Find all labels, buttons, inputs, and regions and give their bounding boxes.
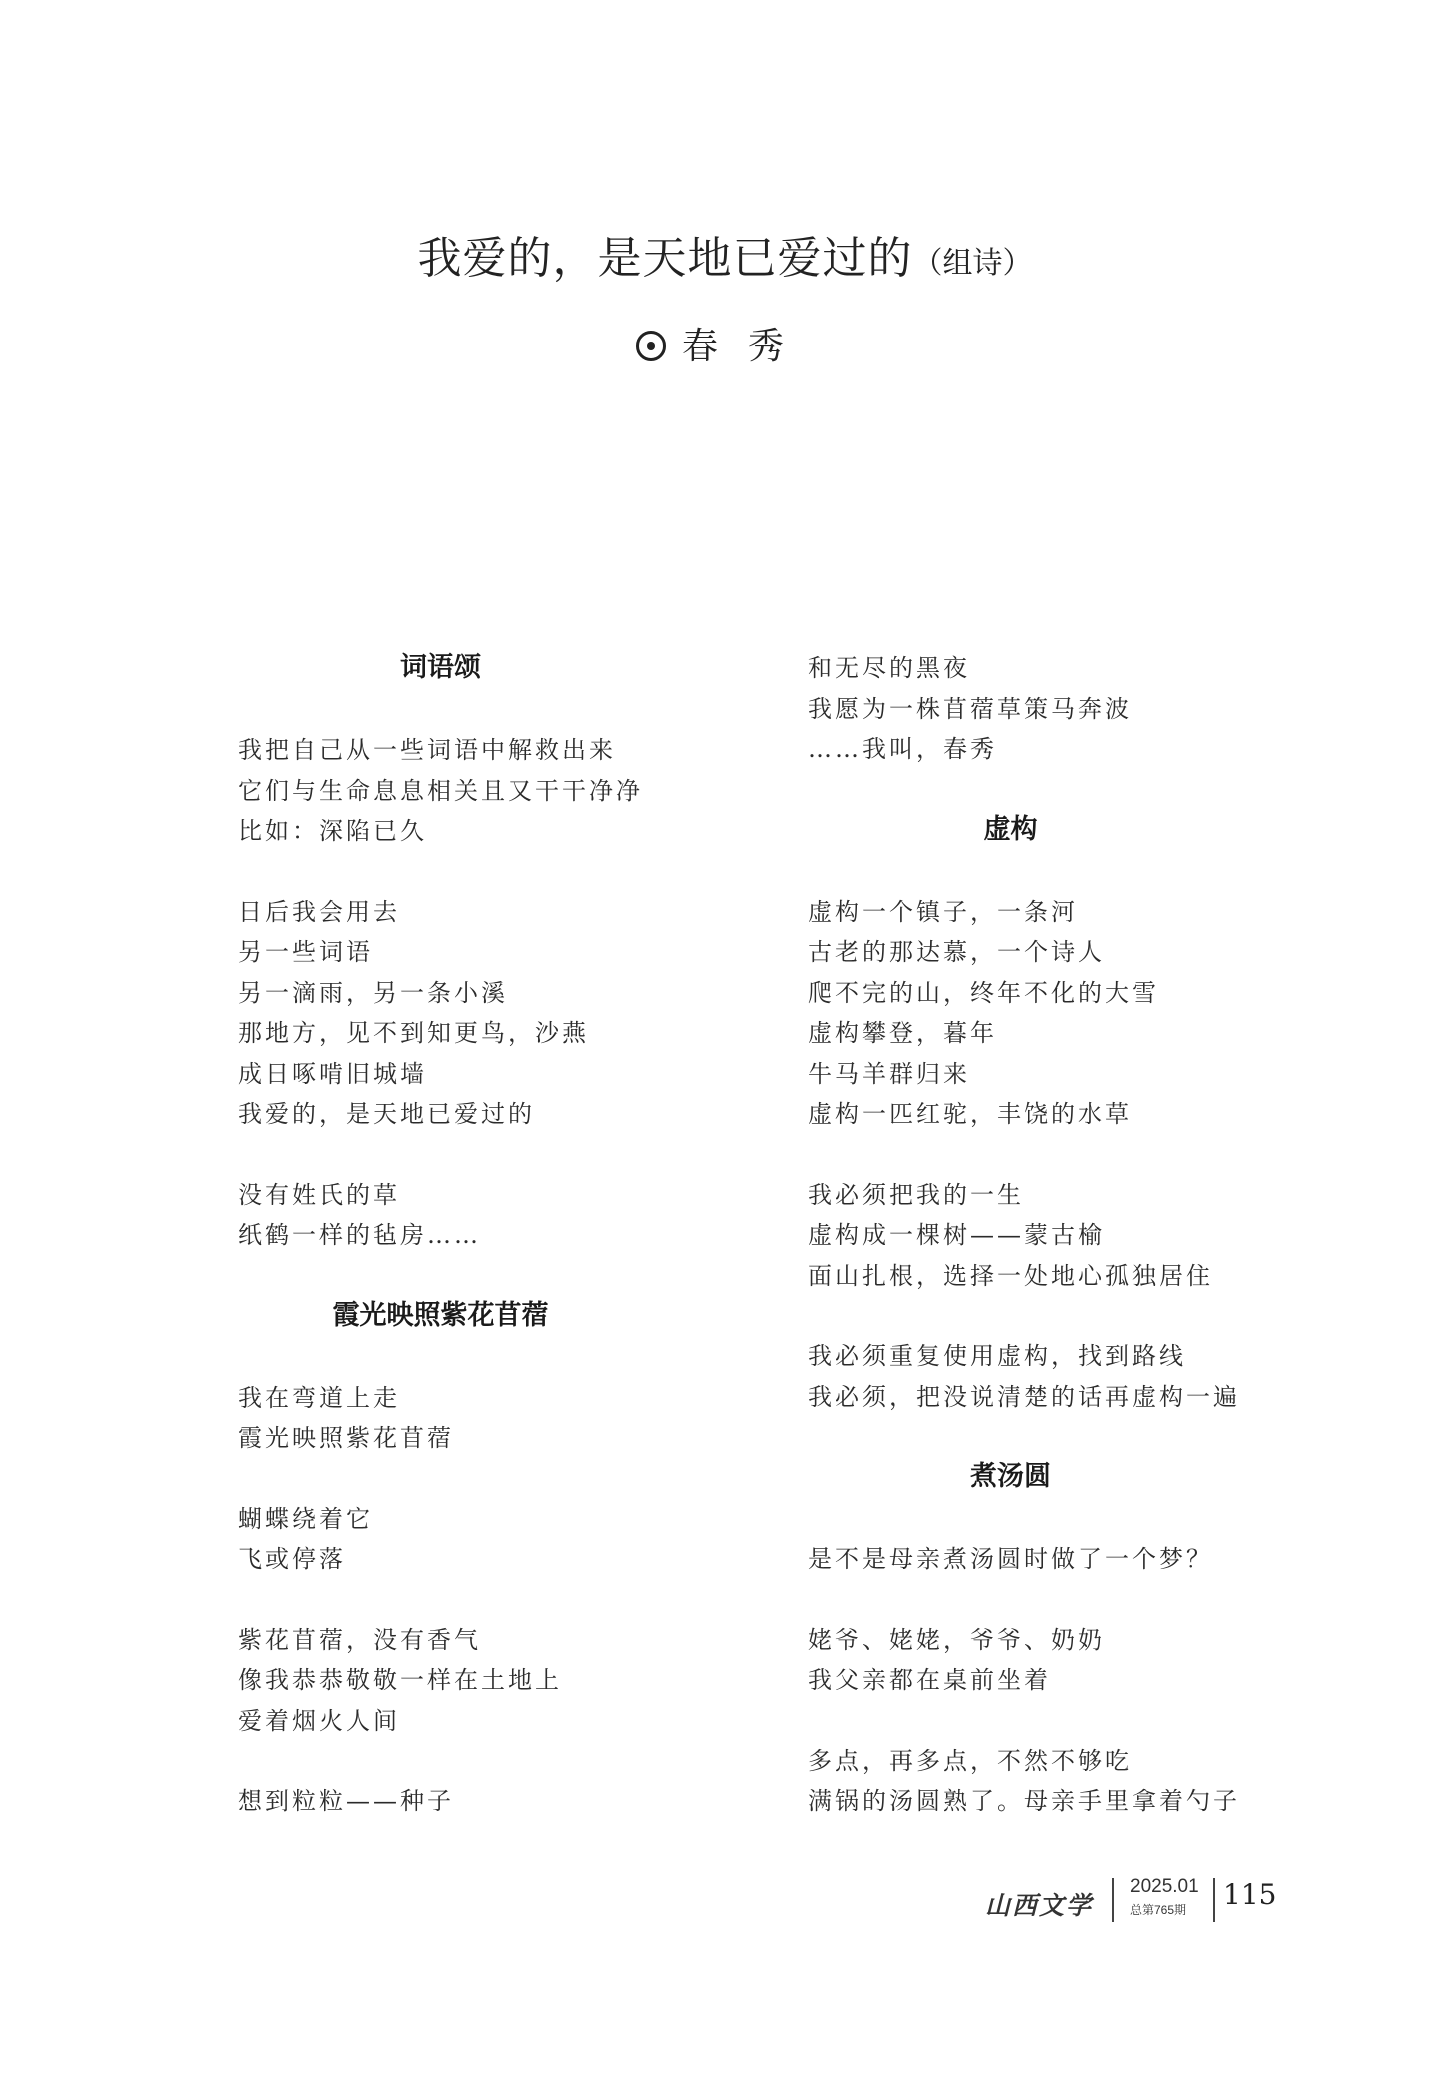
- journal-logo: 山西文学: [985, 1891, 1094, 1920]
- stanza: [238, 730, 758, 852]
- footer-divider: [1213, 1878, 1215, 1922]
- poem-line: 满锅的汤圆熟了。母亲手里拿着勺子: [808, 1787, 1240, 1815]
- poem-line: 我爱的，是天地已爱过的: [238, 1100, 535, 1128]
- poem-title: 虚构: [983, 813, 1038, 845]
- left-column: [238, 648, 758, 1862]
- poem-line: 另一滴雨，另一条小溪: [238, 978, 508, 1007]
- poem-title: 霞光映照紫花苜蓿: [332, 1299, 549, 1331]
- issue-total: 总第765期: [1130, 1903, 1187, 1917]
- poem: [238, 648, 758, 1256]
- poem-line: 它们与生命息息相关且又干干净净: [238, 776, 643, 805]
- poem-line: 我必须，把没说清楚的话再虚构一遍: [808, 1382, 1240, 1411]
- poem-collection-title: [0, 222, 1450, 286]
- poem-line: 霞光映照紫花苜蓿: [238, 1424, 454, 1452]
- poem-line: 牛马羊群归来: [808, 1059, 970, 1088]
- main-title: 我爱的，是天地已爱过的: [417, 233, 913, 284]
- poem-line: 虚构一个镇子，一条河: [808, 897, 1078, 926]
- poem-line: 是不是母亲煮汤圆时做了一个梦？: [808, 1545, 1213, 1573]
- continuation-stanza: [808, 648, 1368, 770]
- page-number: 115: [1223, 1878, 1277, 1911]
- stanza: [808, 1175, 1368, 1297]
- poem-line: 飞或停落: [238, 1545, 346, 1573]
- poem-title: 煮汤圆: [970, 1461, 1051, 1492]
- page-footer: [985, 1876, 1405, 1936]
- poem-line: 我把自己从一些词语中解救出来: [238, 736, 616, 764]
- footer-divider: [1112, 1878, 1114, 1922]
- poem: [808, 810, 1368, 1418]
- poem-line: 纸鹤一样的毡房……: [238, 1221, 481, 1249]
- poem-line: 比如：深陷已久: [238, 817, 427, 845]
- poem-line: 没有姓氏的草: [238, 1180, 400, 1209]
- stanza: [238, 1781, 758, 1822]
- poem-line: 姥爷、姥姥，爷爷、奶奶: [808, 1625, 1105, 1654]
- poem-line: 虚构一匹红驼，丰饶的水草: [808, 1100, 1132, 1128]
- poem: [238, 1296, 758, 1822]
- poem-line: 日后我会用去: [238, 897, 400, 926]
- poem-line: 我在弯道上走: [238, 1383, 400, 1412]
- stanza: [808, 1620, 1368, 1701]
- issue-date: 2025.01: [1130, 1876, 1199, 1897]
- poem-title: 词语颂: [400, 652, 481, 683]
- poem: [808, 1457, 1368, 1822]
- poem-line: 紫花苜蓿，没有香气: [238, 1625, 481, 1654]
- stanza: [808, 1741, 1368, 1822]
- stanza: [238, 1499, 758, 1580]
- poem-line: 面山扎根，选择一处地心孤独居住: [808, 1261, 1213, 1290]
- poem-line: 另一些词语: [238, 938, 373, 966]
- poem-line: 我必须把我的一生: [808, 1180, 1024, 1209]
- stanza: [238, 892, 758, 1135]
- poem-line: 像我恭恭敬敬一样在土地上: [238, 1666, 562, 1694]
- stanza: [238, 1378, 758, 1459]
- poem-line: 多点，再多点，不然不够吃: [808, 1746, 1132, 1775]
- poem-line: 想到粒粒——种子: [238, 1787, 454, 1815]
- author-name: 春秀: [681, 326, 814, 367]
- poem-line: 虚构成一棵树——蒙古榆: [808, 1221, 1105, 1249]
- poem-line: 爬不完的山，终年不化的大雪: [808, 978, 1159, 1007]
- poem-line: 我必须重复使用虚构，找到路线: [808, 1342, 1186, 1370]
- author-circle-icon: [636, 331, 666, 361]
- poem-line: 我愿为一株苜蓿草策马奔波: [808, 694, 1132, 723]
- poem-line: 虚构攀登，暮年: [808, 1019, 997, 1047]
- poem-line: 成日啄啃旧城墙: [238, 1059, 427, 1088]
- right-column: [808, 648, 1368, 1862]
- poem-line: 蝴蝶绕着它: [238, 1504, 373, 1533]
- stanza: [808, 1539, 1368, 1580]
- poem-line: 爱着烟火人间: [238, 1706, 400, 1735]
- poem-line: 我父亲都在桌前坐着: [808, 1666, 1051, 1694]
- poem-line: ……我叫，春秀: [808, 735, 997, 763]
- poem-line: 和无尽的黑夜: [808, 654, 970, 682]
- poem-line: 那地方，见不到知更鸟，沙燕: [238, 1019, 589, 1047]
- stanza: [238, 1175, 758, 1256]
- title-suffix: （组诗）: [912, 246, 1033, 281]
- author-line: [0, 318, 1450, 369]
- stanza: [808, 892, 1368, 1135]
- stanza: [238, 1620, 758, 1742]
- poem-line: 古老的那达慕，一个诗人: [808, 938, 1105, 966]
- stanza: [808, 1336, 1368, 1417]
